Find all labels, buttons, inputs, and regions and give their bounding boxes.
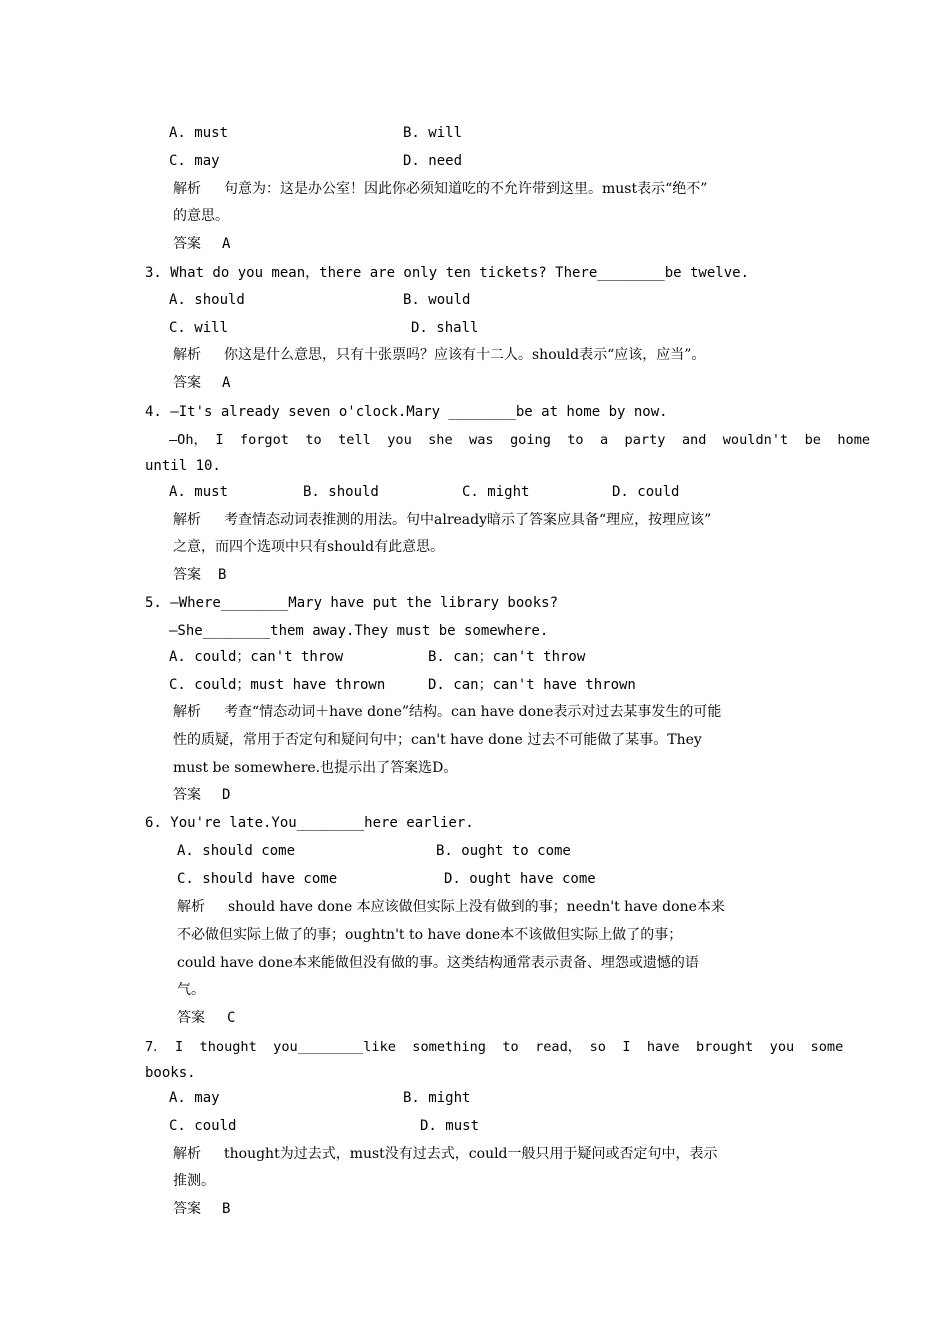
- q7-stem: books.: [145, 1065, 196, 1081]
- q4-option-a: A. must: [169, 484, 229, 500]
- q6-stem: 6. You're late.You________here earlier.: [145, 815, 474, 831]
- q6-analysis-line: 不必做但实际上做了的事；oughtn't to have done本不该做但实际上做了的事；: [177, 927, 683, 943]
- q5-analysis-line: must be somewhere.也提示出了答案选D。: [173, 760, 458, 776]
- q7-option-c: C. could: [169, 1118, 237, 1134]
- q2-analysis-label: 解析: [173, 181, 201, 197]
- q4-analysis-line: 考查情态动词表推测的用法。句中already暗示了答案应具备“理应，按理应该”: [224, 512, 712, 528]
- q4-stem: 4. —It's already seven o'clock.Mary ________be at home by now.: [145, 404, 668, 420]
- q5-analysis-label: 解析: [173, 704, 201, 720]
- q3-analysis-line: 你这是什么意思，只有十张票吗？应该有十二人。should表示“应该，应当”。: [224, 347, 706, 363]
- q6-option-a: A. should come: [177, 843, 296, 859]
- q3-option-d: D. shall: [411, 320, 479, 336]
- q3-option-c: C. will: [169, 320, 229, 336]
- q4-option-c: C. might: [462, 484, 530, 500]
- q7-analysis-line: 推测。: [173, 1173, 215, 1189]
- q7-analysis-line: thought为过去式，must没有过去式，could一般只用于疑问或否定句中，表示: [224, 1146, 718, 1162]
- q4-option-d: D. could: [612, 484, 680, 500]
- q6-analysis-line: should have done 本应该做但实际上没有做到的事；needn't have done本来: [228, 899, 725, 915]
- q6-answer-label: 答案: [177, 1010, 205, 1026]
- q7-stem: 7． I thought you________like something to read， so I have brought you some: [145, 1039, 844, 1055]
- q2-option-d: D. need: [403, 153, 463, 169]
- q5-stem: —She________them away.They must be somewhere.: [169, 623, 549, 639]
- q5-analysis-line: 考查“情态动词＋have done”结构。can have done表示对过去某事发生的可能: [224, 704, 722, 720]
- q5-answer: D: [222, 787, 231, 803]
- q3-option-b: B. would: [403, 292, 471, 308]
- q5-analysis-line: 性的质疑，常用于否定句和疑问句中；can't have done 过去不可能做了某事。They: [173, 732, 702, 748]
- q4-stem: until 10.: [145, 458, 221, 474]
- q5-option-c: C. could；must have thrown: [169, 677, 386, 693]
- q6-option-c: C. should have come: [177, 871, 338, 887]
- q2-option-b: B. will: [403, 125, 463, 141]
- q3-option-a: A. should: [169, 292, 245, 308]
- q4-answer: B: [218, 567, 227, 583]
- q7-answer: B: [222, 1201, 231, 1217]
- q4-analysis-label: 解析: [173, 512, 201, 528]
- q7-option-a: A. may: [169, 1090, 220, 1106]
- q7-analysis-label: 解析: [173, 1146, 201, 1162]
- q6-analysis-label: 解析: [177, 899, 205, 915]
- q4-stem: —Oh， I forgot to tell you she was going to a party and wouldn't be home: [169, 432, 871, 448]
- q6-option-d: D. ought have come: [444, 871, 596, 887]
- q5-option-d: D. can；can't have thrown: [428, 677, 636, 693]
- q3-analysis-label: 解析: [173, 347, 201, 363]
- q4-option-b: B. should: [303, 484, 379, 500]
- q2-answer-label: 答案: [173, 236, 201, 252]
- q4-analysis-line: 之意，而四个选项中只有should有此意思。: [173, 539, 445, 555]
- q3-answer: A: [222, 375, 231, 391]
- q5-option-a: A. could；can't throw: [169, 649, 344, 665]
- q6-answer: C: [227, 1010, 236, 1026]
- q4-answer-label: 答案: [173, 567, 201, 583]
- q2-option-a: A. must: [169, 125, 229, 141]
- q7-option-b: B. might: [403, 1090, 471, 1106]
- q2-option-c: C. may: [169, 153, 220, 169]
- q3-answer-label: 答案: [173, 375, 201, 391]
- q6-analysis-line: 气。: [177, 982, 205, 998]
- q5-stem: 5. —Where________Mary have put the library books?: [145, 595, 559, 611]
- q7-answer-label: 答案: [173, 1201, 201, 1217]
- q6-option-b: B. ought to come: [436, 843, 571, 859]
- q2-analysis-line: 的意思。: [173, 208, 229, 224]
- q7-option-d: D. must: [420, 1118, 480, 1134]
- q2-answer: A: [222, 236, 231, 252]
- q2-analysis-line: 句意为：这是办公室！因此你必须知道吃的不允许带到这里。must表示“绝不”: [224, 181, 708, 197]
- q3-stem: 3. What do you mean，there are only ten tickets? There________be twelve.: [145, 265, 750, 281]
- q5-option-b: B. can；can't throw: [428, 649, 586, 665]
- q6-analysis-line: could have done本来能做但没有做的事。这类结构通常表示责备、埋怨或遗憾的语: [177, 955, 699, 971]
- q5-answer-label: 答案: [173, 787, 201, 803]
